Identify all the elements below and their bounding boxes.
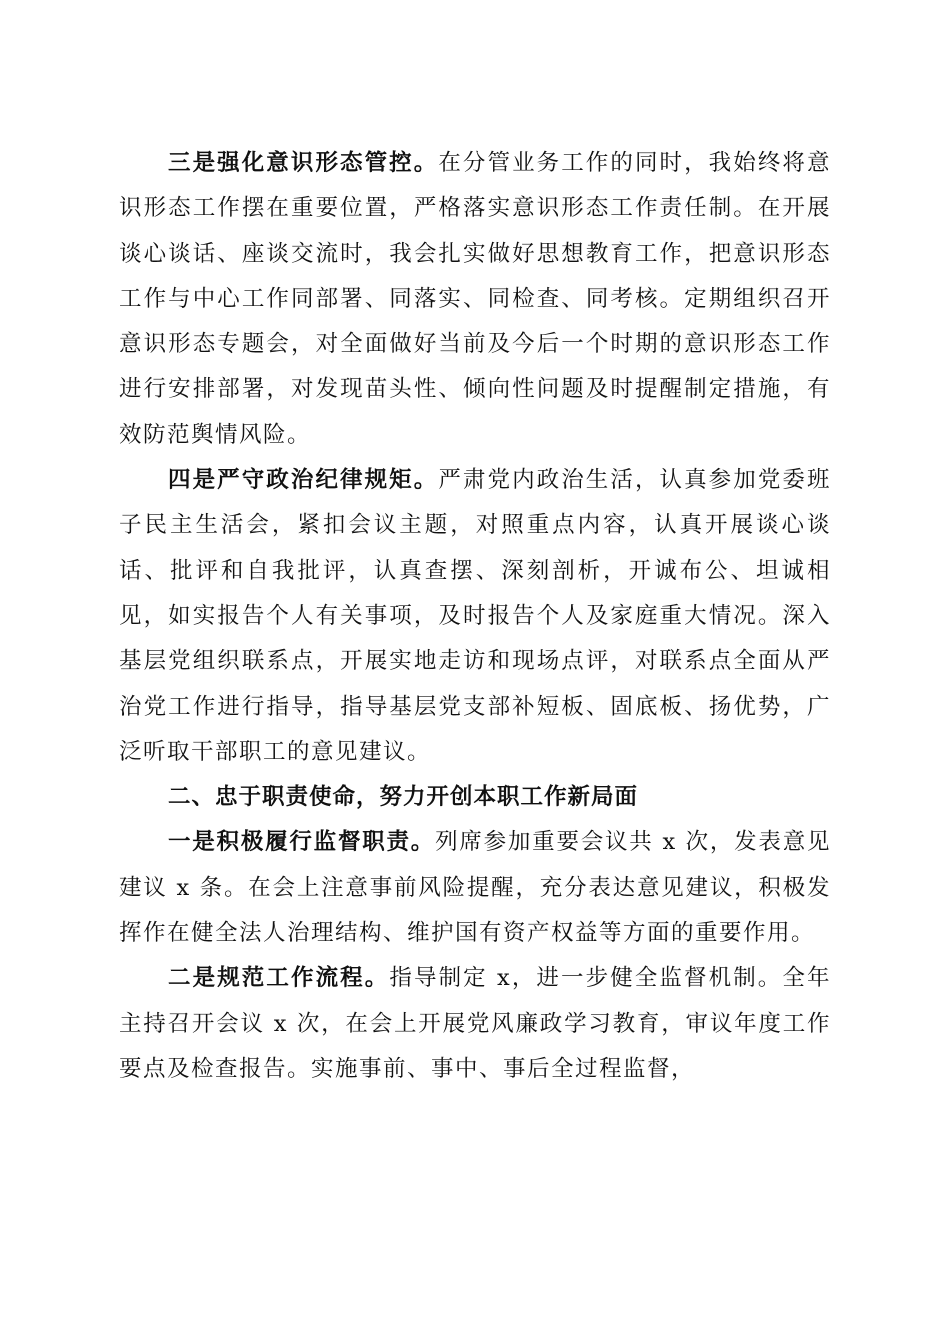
paragraph-work-process — [119, 956, 831, 1092]
paragraph-political-discipline — [119, 458, 831, 775]
paragraph-lead: 二是规范工作流程。 — [168, 965, 390, 992]
paragraph-text: 在分管业务工作的同时，我始终将意识形态工作摆在重要位置，严格落实意识形态工作责任制。在开展谈心谈话、座谈交流时，我会扎实做好思想教育工作，把意识形态工作与中心工作同部署、同落实、同检查、同考核。定期组织召开意识形态专题会，对全面做好当前及今后一个时期的意识形态工作进行安排部署，对发现苗头性、倾向性问题及时提醒制定措施，有效防范舆情风险。 — [119, 150, 831, 448]
paragraph-text: 指导制定 x，进一步健全监督机制。全年主持召开会议 x 次，在会上开展党风廉政学习教育，审议年度工作要点及检查报告。实施事前、事中、事后全过程监督， — [119, 965, 831, 1082]
paragraph-text: 列席参加重要会议共 x 次，发表意见建议 x 条。在会上注意事前风险提醒，充分表达意见建议，积极发挥作在健全法人治理结构、维护国有资产权益等方面的重要作用。 — [119, 829, 831, 947]
paragraph-lead: 四是严守政治纪律规矩。 — [168, 467, 439, 494]
section-heading: 二、忠于职责使命，努力开创本职工作新局面 — [168, 784, 639, 811]
paragraph-supervision-duty — [119, 820, 831, 956]
paragraph-lead: 三是强化意识形态管控。 — [168, 150, 439, 176]
document-body — [119, 141, 831, 1092]
paragraph-lead: 一是积极履行监督职责。 — [168, 829, 436, 856]
paragraph-ideology-control — [119, 141, 831, 458]
paragraph-text: 严肃党内政治生活，认真参加党委班子民主生活会，紧扣会议主题，对照重点内容，认真开展谈心谈话、批评和自我批评，认真查摆、深刻剖析，开诚布公、坦诚相见，如实报告个人有关事项，及时报告个人及家庭重大情况。深入基层党组织联系点，开展实地走访和现场点评，对联系点全面从严治党工作进行指导，指导基层党支部补短板、固底板、扬优势，广泛听取干部职工的意见建议。 — [119, 467, 831, 765]
